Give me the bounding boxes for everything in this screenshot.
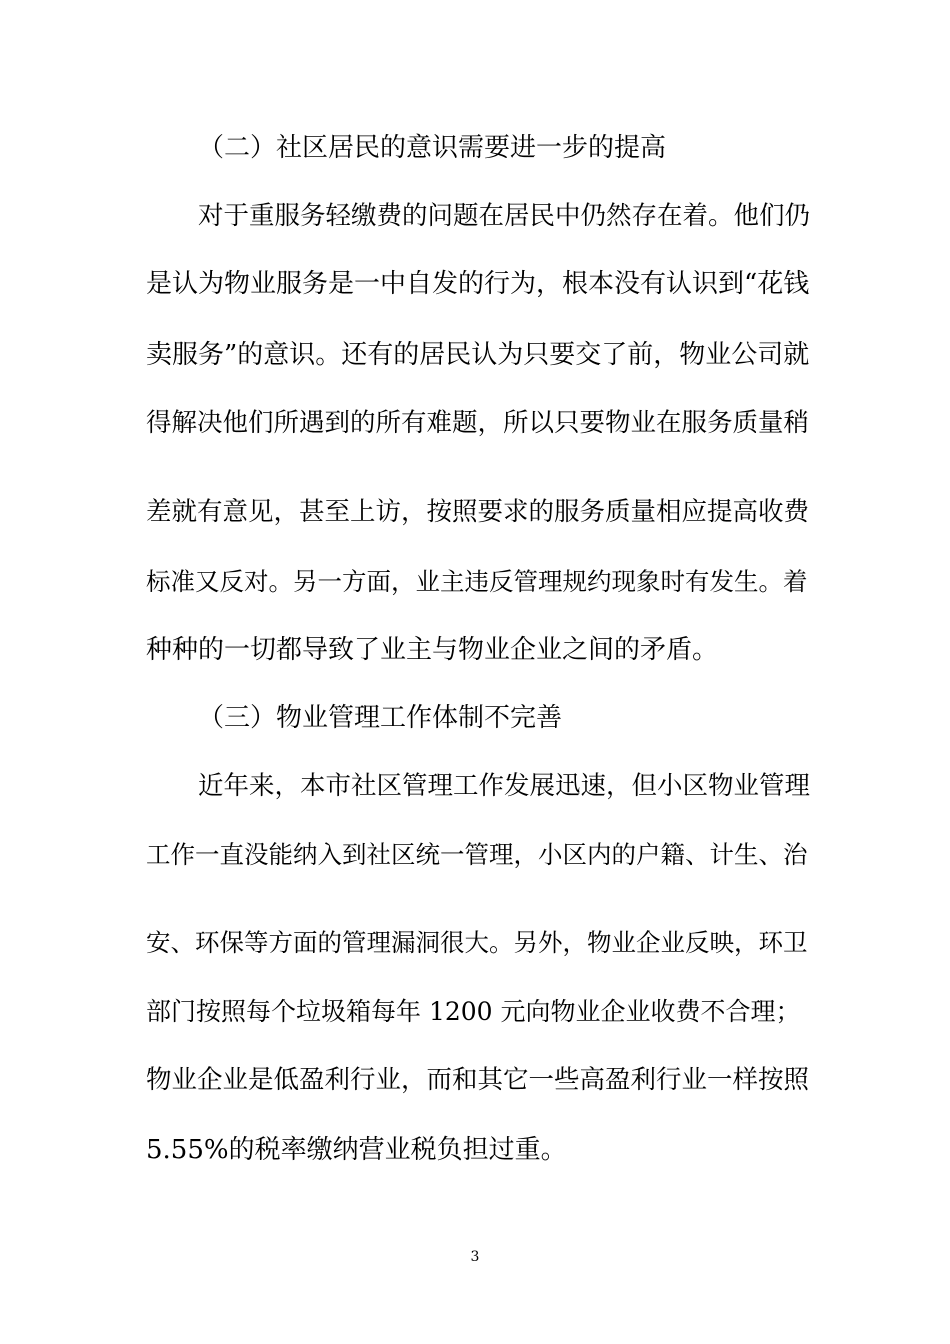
paragraph-line: 得解决他们所遇到的所有难题，所以只要物业在服务质量稍 <box>146 408 810 438</box>
paragraph-line: 是认为物业服务是一中自发的行为，根本没有认识到“花钱 <box>146 269 810 299</box>
paragraph-line: 物业企业是低盈利行业，而和其它一些高盈利行业一样按照 <box>146 1065 810 1095</box>
paragraph-line: 部门按照每个垃圾箱每年 1200 元向物业企业收费不合理； <box>146 997 801 1026</box>
section-heading-2: （二）社区居民的意识需要进一步的提高 <box>198 133 667 163</box>
section-heading-3: （三）物业管理工作体制不完善 <box>198 703 563 733</box>
paragraph-line: 标准又反对。另一方面，业主违反管理规约现象时有发生。着 <box>146 567 808 596</box>
paragraph-line: 5.55%的税率缴纳营业税负担过重。 <box>146 1135 567 1165</box>
paragraph-line: 对于重服务轻缴费的问题在居民中仍然存在着。他们仍 <box>198 201 811 231</box>
paragraph-line: 安、环保等方面的管理漏洞很大。另外，物业企业反映，环卫 <box>146 928 808 957</box>
paragraph-line: 近年来，本市社区管理工作发展迅速，但小区物业管理 <box>198 771 811 801</box>
paragraph-line: 卖服务”的意识。还有的居民认为只要交了前，物业公司就 <box>146 340 810 370</box>
paragraph-line: 种种的一切都导致了业主与物业企业之间的矛盾。 <box>146 635 719 665</box>
paragraph-line: 工作一直没能纳入到社区统一管理，小区内的户籍、计生、治 <box>146 840 808 869</box>
page-number: 3 <box>470 1249 480 1265</box>
paragraph-line: 差就有意见，甚至上访，按照要求的服务质量相应提高收费 <box>146 497 810 527</box>
